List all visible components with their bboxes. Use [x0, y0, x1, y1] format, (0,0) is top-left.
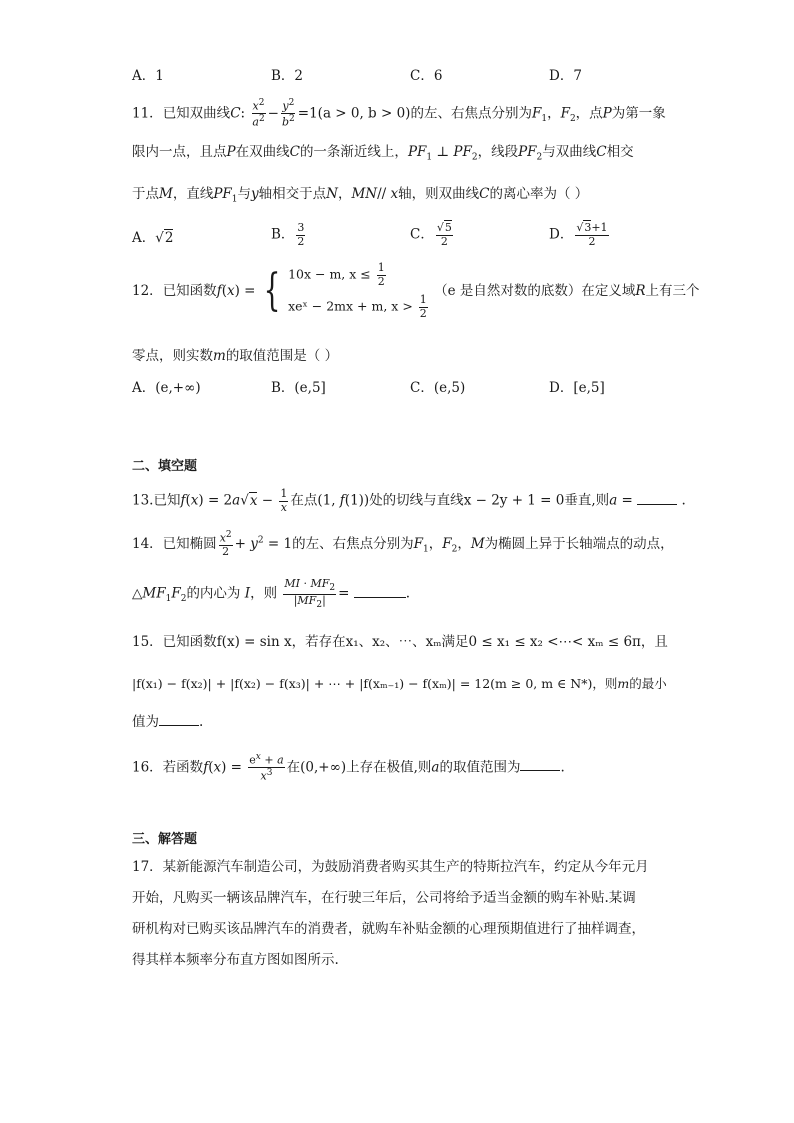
q10-option-d: D．7 [549, 68, 582, 84]
q11-line2: 限内一点，且点P在双曲线C的一条渐近线上，$PF_1$ ⊥ $PF_2$，线段$PF_2$与双曲线C相交 [132, 144, 634, 163]
section-solve-title: 三、解答题 [132, 832, 198, 847]
section-fill-in-title: 二、填空题 [132, 459, 198, 474]
q12-option-c: C．(e,5) [410, 380, 466, 396]
q16-line: 16．若函数f(x) = $\frac{e^x + a}{x^3}$ 在(0,+∞)上存在极值,则a的取值范围为 . [132, 752, 565, 783]
q17-line-3: 研机构对已购买该品牌汽车的消费者，就购车补贴金额的心理预期值进行了抽样调查， [132, 921, 645, 937]
q11-option-b: B． $\frac{3}{2}$ [271, 221, 305, 248]
q17-line-2: 开始，凡购买一辆该品牌汽车，在行驶三年后，公司将给予适当金额的购车补贴.某调 [132, 890, 636, 906]
q15-line2: |f(x₁) − f(x₂)| + |f(x₂) − f(x₃)| + ⋯ + |f(xₘ₋₁) − f(xₘ)| = 12(m ≥ 0, m ∈ N*)，则m的最小 [132, 676, 667, 691]
q12-line1: 12．已知函数f(x) = { 10x − m, x ≤ $\frac{1}{2}$ xeˣ − 2mx + m, x > $\frac{1}{2}$ （e 是自然对数的底数）在定义域R上有三个 [132, 261, 700, 320]
q13-line: 13.已知f(x) = 2a√x − $\frac{1}{x}$ 在点(1, f(1))处的切线与直线x − 2y + 1 = 0垂直,则a = . [132, 487, 686, 514]
q11-option-a: A．√2 [132, 230, 174, 246]
q14-line2: $\triangle MF_1F_2$的内心为 I，则 $\frac{MI \cdot MF_2}{|MF_2|}$ = . [132, 577, 411, 610]
q12-option-d: D．[e,5] [549, 380, 605, 396]
q11-option-d: D． $\frac{√3+1}{2}$ [549, 221, 608, 248]
q11-line1: 11．已知双曲线C: $\frac{x^2}{a^2}$ − $\frac{y^2}{b^2}$ =1(a > 0, b > 0)的左、右焦点分别为$F_1$，$F_2$，点P为第一象 [132, 98, 666, 129]
q10-option-a: A．1 [132, 68, 164, 84]
q10-option-c: C．6 [410, 68, 443, 84]
q12-option-a: A．(e,+∞) [132, 380, 201, 396]
q12-line2: 零点，则实数m的取值范围是（ ） [132, 348, 339, 364]
q12-option-b: B．(e,5] [271, 380, 326, 396]
q17-line-1: 17．某新能源汽车制造公司，为鼓励消费者购买其生产的特斯拉汽车，约定从今年元月 [132, 859, 649, 875]
q14-line1: 14．已知椭圆 $\frac{x^2}{2}$ + $y^2 = 1$的左、右焦点分别为$F_1$，$F_2$，M为椭圆上异于长轴端点的动点， [132, 530, 674, 559]
q11-line3: 于点M，直线$PF_1$与y轴相交于点N，MN// x轴，则双曲线C的离心率为（ ） [132, 186, 589, 205]
q17-line-4: 得其样本频率分布直方图如图所示. [132, 952, 339, 968]
q11-option-c: C． $\frac{√5}{2}$ [410, 221, 452, 248]
q10-option-b: B．2 [271, 68, 304, 84]
q15-line3: 值为 . [132, 714, 204, 730]
q15-line1: 15．已知函数f(x) = sin x，若存在x₁、x₂、⋯、xₘ满足0 ≤ x₁ ≤ x₂ <⋯< xₘ ≤ 6π，且 [132, 634, 668, 650]
